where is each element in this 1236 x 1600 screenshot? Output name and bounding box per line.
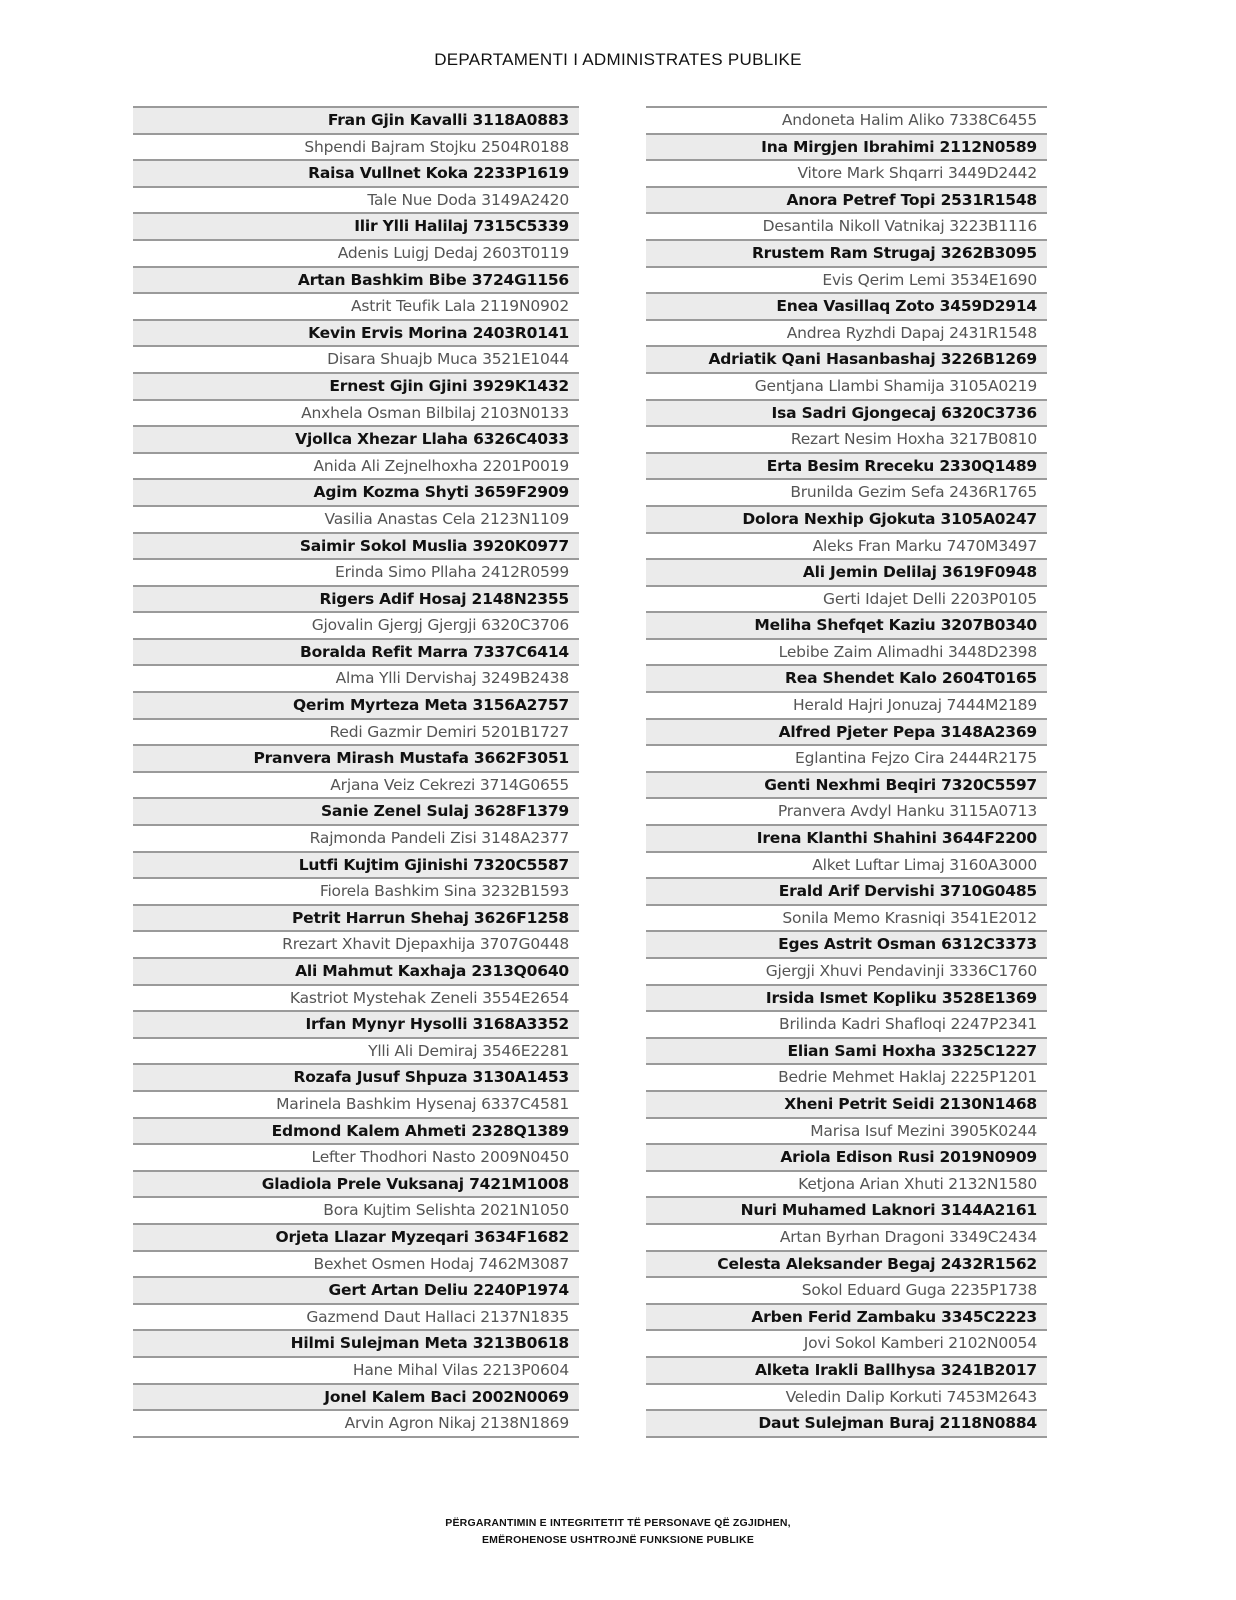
list-item: Anxhela Osman Bilbilaj 2103N0133: [133, 399, 579, 426]
list-item: Sonila Memo Krasniqi 3541E2012: [646, 904, 1047, 931]
list-item: Alma Ylli Dervishaj 3249B2438: [133, 664, 579, 691]
list-item: Marisa Isuf Mezini 3905K0244: [646, 1117, 1047, 1144]
list-item: Adriatik Qani Hasanbashaj 3226B1269: [646, 345, 1047, 372]
left-name-list: [133, 106, 579, 1438]
list-item: Lebibe Zaim Alimadhi 3448D2398: [646, 638, 1047, 665]
list-item: Jovi Sokol Kamberi 2102N0054: [646, 1329, 1047, 1356]
list-item: Adenis Luigj Dedaj 2603T0119: [133, 239, 579, 266]
list-item: Boralda Refit Marra 7337C6414: [133, 638, 579, 665]
list-item: Bedrie Mehmet Haklaj 2225P1201: [646, 1063, 1047, 1090]
list-item: Gerti Idajet Delli 2203P0105: [646, 585, 1047, 612]
list-item: Hilmi Sulejman Meta 3213B0618: [133, 1329, 579, 1356]
list-item: Rrezart Xhavit Djepaxhija 3707G0448: [133, 930, 579, 957]
list-item: Gladiola Prele Vuksanaj 7421M1008: [133, 1170, 579, 1197]
list-item: Irsida Ismet Kopliku 3528E1369: [646, 984, 1047, 1011]
list-item: Pranvera Avdyl Hanku 3115A0713: [646, 797, 1047, 824]
list-item: Ali Jemin Delilaj 3619F0948: [646, 558, 1047, 585]
list-item: Alketa Irakli Ballhysa 3241B2017: [646, 1356, 1047, 1383]
list-item: Kevin Ervis Morina 2403R0141: [133, 319, 579, 346]
list-item: Gentjana Llambi Shamija 3105A0219: [646, 372, 1047, 399]
list-item: Ilir Ylli Halilaj 7315C5339: [133, 212, 579, 239]
list-item: Arjana Veiz Cekrezi 3714G0655: [133, 771, 579, 798]
list-item: Arvin Agron Nikaj 2138N1869: [133, 1409, 579, 1436]
list-item: Irena Klanthi Shahini 3644F2200: [646, 824, 1047, 851]
list-item: Gjovalin Gjergj Gjergji 6320C3706: [133, 611, 579, 638]
list-item: Saimir Sokol Muslia 3920K0977: [133, 532, 579, 559]
list-item: Vitore Mark Shqarri 3449D2442: [646, 159, 1047, 186]
list-item: Redi Gazmir Demiri 5201B1727: [133, 718, 579, 745]
list-item: Gazmend Daut Hallaci 2137N1835: [133, 1303, 579, 1330]
list-item: Vjollca Xhezar Llaha 6326C4033: [133, 425, 579, 452]
list-item: Rigers Adif Hosaj 2148N2355: [133, 585, 579, 612]
list-item: Gert Artan Deliu 2240P1974: [133, 1276, 579, 1303]
list-item: Ali Mahmut Kaxhaja 2313Q0640: [133, 957, 579, 984]
list-item: Brilinda Kadri Shafloqi 2247P2341: [646, 1010, 1047, 1037]
list-item: Agim Kozma Shyti 3659F2909: [133, 478, 579, 505]
list-item: Elian Sami Hoxha 3325C1227: [646, 1037, 1047, 1064]
list-item: Ina Mirgjen Ibrahimi 2112N0589: [646, 133, 1047, 160]
right-name-list: [646, 106, 1047, 1438]
list-item: Disara Shuajb Muca 3521E1044: [133, 345, 579, 372]
list-item: Herald Hajri Jonuzaj 7444M2189: [646, 691, 1047, 718]
list-item: Alket Luftar Limaj 3160A3000: [646, 851, 1047, 878]
footer-line-1: PËRGARANTIMIN E INTEGRITETIT TË PERSONAVE QË ZGJIDHEN,: [445, 1517, 791, 1529]
list-item: Irfan Mynyr Hysolli 3168A3352: [133, 1010, 579, 1037]
list-item: Dolora Nexhip Gjokuta 3105A0247: [646, 505, 1047, 532]
list-item: Brunilda Gezim Sefa 2436R1765: [646, 478, 1047, 505]
list-item: Desantila Nikoll Vatnikaj 3223B1116: [646, 212, 1047, 239]
list-item: Meliha Shefqet Kaziu 3207B0340: [646, 611, 1047, 638]
list-item: Shpendi Bajram Stojku 2504R0188: [133, 133, 579, 160]
list-item: Ylli Ali Demiraj 3546E2281: [133, 1037, 579, 1064]
list-item: Lefter Thodhori Nasto 2009N0450: [133, 1143, 579, 1170]
list-item: Artan Byrhan Dragoni 3349C2434: [646, 1223, 1047, 1250]
list-item: Anora Petref Topi 2531R1548: [646, 186, 1047, 213]
list-item: Sokol Eduard Guga 2235P1738: [646, 1276, 1047, 1303]
list-item: Arben Ferid Zambaku 3345C2223: [646, 1303, 1047, 1330]
list-item: Genti Nexhmi Beqiri 7320C5597: [646, 771, 1047, 798]
list-item: Erald Arif Dervishi 3710G0485: [646, 877, 1047, 904]
list-item: Nuri Muhamed Laknori 3144A2161: [646, 1196, 1047, 1223]
list-item: Edmond Kalem Ahmeti 2328Q1389: [133, 1117, 579, 1144]
list-item: Hane Mihal Vilas 2213P0604: [133, 1356, 579, 1383]
footer-line-2: EMËROHENOSE USHTROJNË FUNKSIONE PUBLIKE: [481, 1534, 755, 1546]
list-item: Ketjona Arian Xhuti 2132N1580: [646, 1170, 1047, 1197]
list-item: Eglantina Fejzo Cira 2444R2175: [646, 744, 1047, 771]
list-item: Rezart Nesim Hoxha 3217B0810: [646, 425, 1047, 452]
list-item: Petrit Harrun Shehaj 3626F1258: [133, 904, 579, 931]
list-item: Orjeta Llazar Myzeqari 3634F1682: [133, 1223, 579, 1250]
list-item: Gjergji Xhuvi Pendavinji 3336C1760: [646, 957, 1047, 984]
list-item: Celesta Aleksander Begaj 2432R1562: [646, 1250, 1047, 1277]
list-item: Ernest Gjin Gjini 3929K1432: [133, 372, 579, 399]
list-item: Bora Kujtim Selishta 2021N1050: [133, 1196, 579, 1223]
list-item: Pranvera Mirash Mustafa 3662F3051: [133, 744, 579, 771]
list-item: Xheni Petrit Seidi 2130N1468: [646, 1090, 1047, 1117]
list-item: Raisa Vullnet Koka 2233P1619: [133, 159, 579, 186]
list-item: Vasilia Anastas Cela 2123N1109: [133, 505, 579, 532]
list-item: Rrustem Ram Strugaj 3262B3095: [646, 239, 1047, 266]
list-item: Aleks Fran Marku 7470M3497: [646, 532, 1047, 559]
page-title: DEPARTAMENTI I ADMINISTRATES PUBLIKE: [434, 50, 802, 69]
list-item: Rozafa Jusuf Shpuza 3130A1453: [133, 1063, 579, 1090]
list-item: Bexhet Osmen Hodaj 7462M3087: [133, 1250, 579, 1277]
list-bottom-rule: [646, 1436, 1047, 1438]
list-item: Astrit Teufik Lala 2119N0902: [133, 292, 579, 319]
list-bottom-rule: [133, 1436, 579, 1438]
list-item: Veledin Dalip Korkuti 7453M2643: [646, 1383, 1047, 1410]
list-item: Andoneta Halim Aliko 7338C6455: [646, 106, 1047, 133]
list-item: Andrea Ryzhdi Dapaj 2431R1548: [646, 319, 1047, 346]
list-item: Isa Sadri Gjongecaj 6320C3736: [646, 399, 1047, 426]
list-item: Erinda Simo Pllaha 2412R0599: [133, 558, 579, 585]
list-item: Kastriot Mystehak Zeneli 3554E2654: [133, 984, 579, 1011]
list-item: Daut Sulejman Buraj 2118N0884: [646, 1409, 1047, 1436]
list-item: Lutfi Kujtim Gjinishi 7320C5587: [133, 851, 579, 878]
list-item: Tale Nue Doda 3149A2420: [133, 186, 579, 213]
list-item: Evis Qerim Lemi 3534E1690: [646, 266, 1047, 293]
list-item: Rajmonda Pandeli Zisi 3148A2377: [133, 824, 579, 851]
list-item: Erta Besim Rreceku 2330Q1489: [646, 452, 1047, 479]
list-item: Ariola Edison Rusi 2019N0909: [646, 1143, 1047, 1170]
list-item: Enea Vasillaq Zoto 3459D2914: [646, 292, 1047, 319]
list-item: Jonel Kalem Baci 2002N0069: [133, 1383, 579, 1410]
list-item: Rea Shendet Kalo 2604T0165: [646, 664, 1047, 691]
list-item: Fran Gjin Kavalli 3118A0883: [133, 106, 579, 133]
list-item: Alfred Pjeter Pepa 3148A2369: [646, 718, 1047, 745]
page-footer: [0, 1515, 1236, 1549]
list-item: Artan Bashkim Bibe 3724G1156: [133, 266, 579, 293]
list-item: Sanie Zenel Sulaj 3628F1379: [133, 797, 579, 824]
list-item: Anida Ali Zejnelhoxha 2201P0019: [133, 452, 579, 479]
list-item: Marinela Bashkim Hysenaj 6337C4581: [133, 1090, 579, 1117]
list-item: Fiorela Bashkim Sina 3232B1593: [133, 877, 579, 904]
list-item: Qerim Myrteza Meta 3156A2757: [133, 691, 579, 718]
list-item: Eges Astrit Osman 6312C3373: [646, 930, 1047, 957]
